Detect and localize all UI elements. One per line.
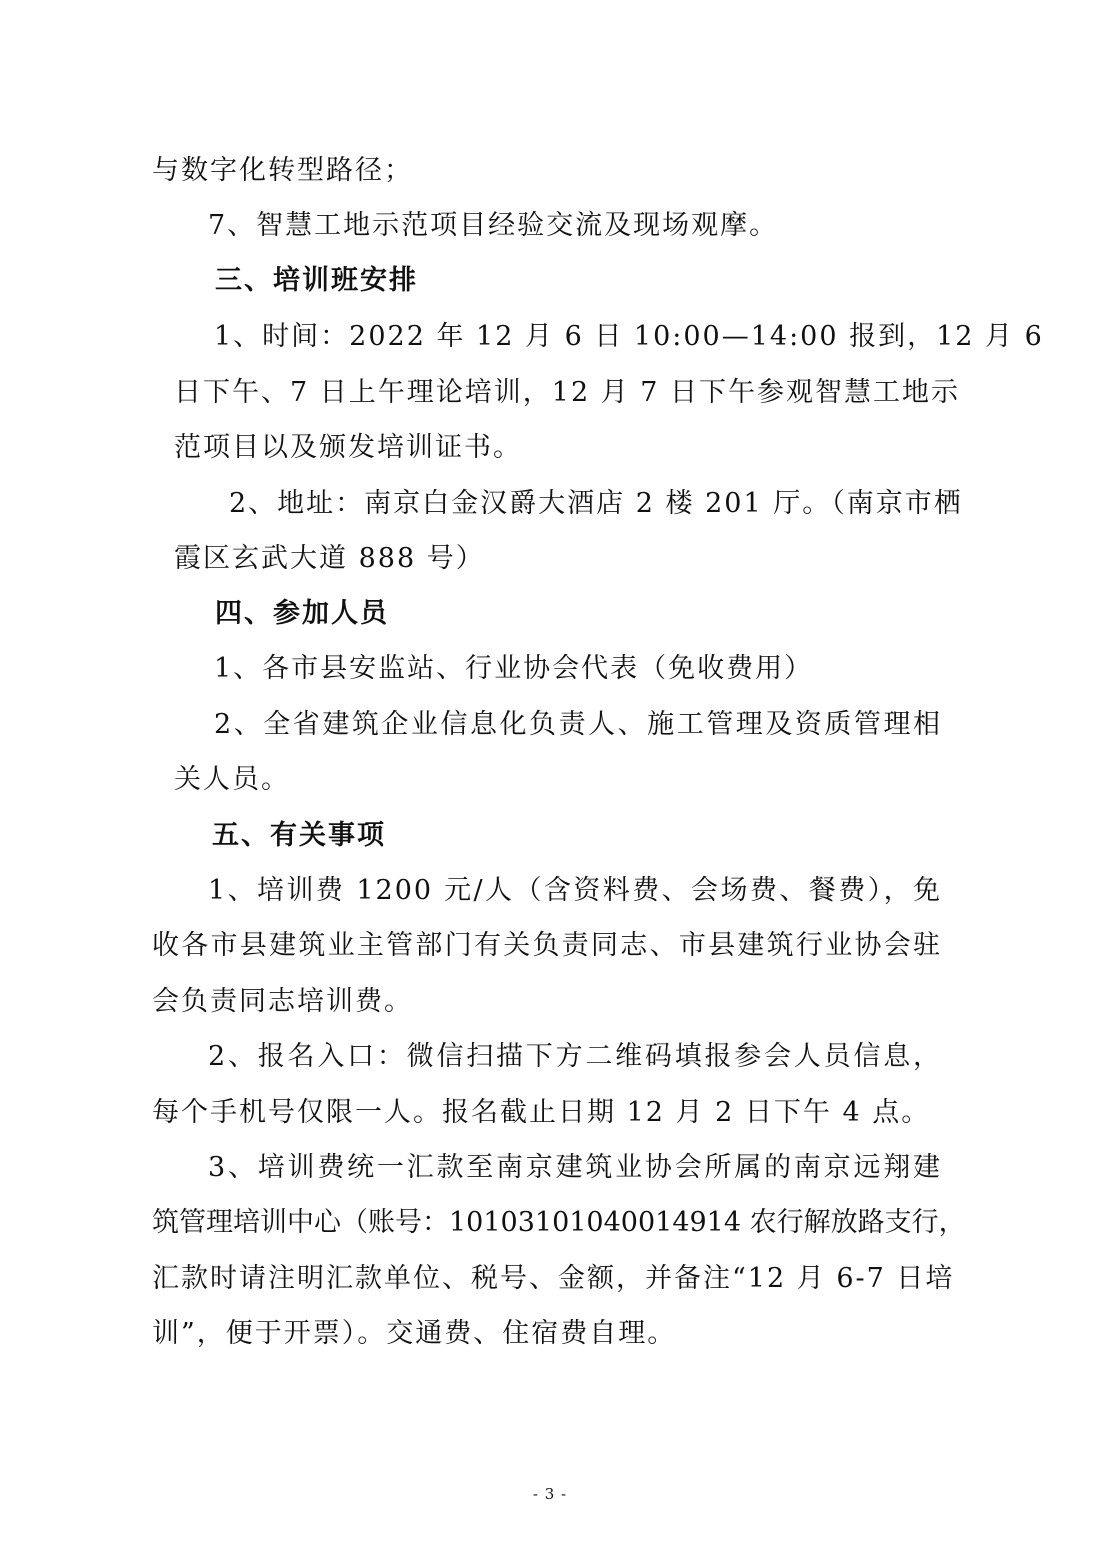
matters-fee-line-1: 1、培训费 1200 元/人（含资料费、会场费、餐费），免 (208, 875, 942, 906)
matters-payment-line-3: 汇款时请注明汇款单位、税号、金额，并备注“12 月 6-7 日培 (152, 1263, 955, 1294)
participants-item-1: 1、各市县安监站、行业协会代表（免收费用） (214, 653, 814, 684)
schedule-address-line-1: 2、地址：南京白金汉爵大酒店 2 楼 201 厅。（南京市栖 (229, 488, 963, 519)
matters-fee-line-2: 收各市县建筑业主管部门有关负责同志、市县建筑行业协会驻 (152, 930, 942, 961)
matters-payment-line-1: 3、培训费统一汇款至南京建筑业协会所属的南京远翔建 (208, 1152, 942, 1183)
matters-registration-line-1: 2、报名入口：微信扫描下方二维码填报参会人员信息， (208, 1041, 942, 1072)
matters-fee-line-3: 会负责同志培训费。 (152, 986, 413, 1017)
page-number: - 3 - (532, 1485, 568, 1503)
list-item-7: 7、智慧工地示范项目经验交流及现场观摩。 (208, 210, 779, 241)
matters-payment-line-4: 训”，便于开票）。交通费、住宿费自理。 (152, 1318, 677, 1349)
matters-registration-line-2: 每个手机号仅限一人。报名截止日期 12 月 2 日下午 4 点。 (152, 1097, 931, 1128)
section-heading-participants: 四、参加人员 (215, 598, 389, 629)
participants-item-2-line-2: 关人员。 (174, 764, 290, 795)
matters-payment-line-2: 筑管理培训中心（账号：10103101040014914 农行解放路支行， (152, 1207, 966, 1238)
body-line-continuation: 与数字化转型路径； (152, 155, 413, 186)
participants-item-2-line-1: 2、全省建筑企业信息化负责人、施工管理及资质管理相 (214, 709, 942, 740)
schedule-address-line-2: 霞区玄武大道 888 号） (174, 543, 485, 574)
section-heading-matters: 五、有关事项 (212, 820, 386, 851)
schedule-time-line-1: 1、时间：2022 年 12 月 6 日 10:00—14:00 报到，12 月 6 (214, 321, 1044, 352)
schedule-time-line-3: 范项目以及颁发培训证书。 (174, 432, 522, 463)
section-heading-schedule: 三、培训班安排 (215, 265, 418, 296)
schedule-time-line-2: 日下午、7 日上午理论培训，12 月 7 日下午参观智慧工地示 (174, 377, 961, 408)
